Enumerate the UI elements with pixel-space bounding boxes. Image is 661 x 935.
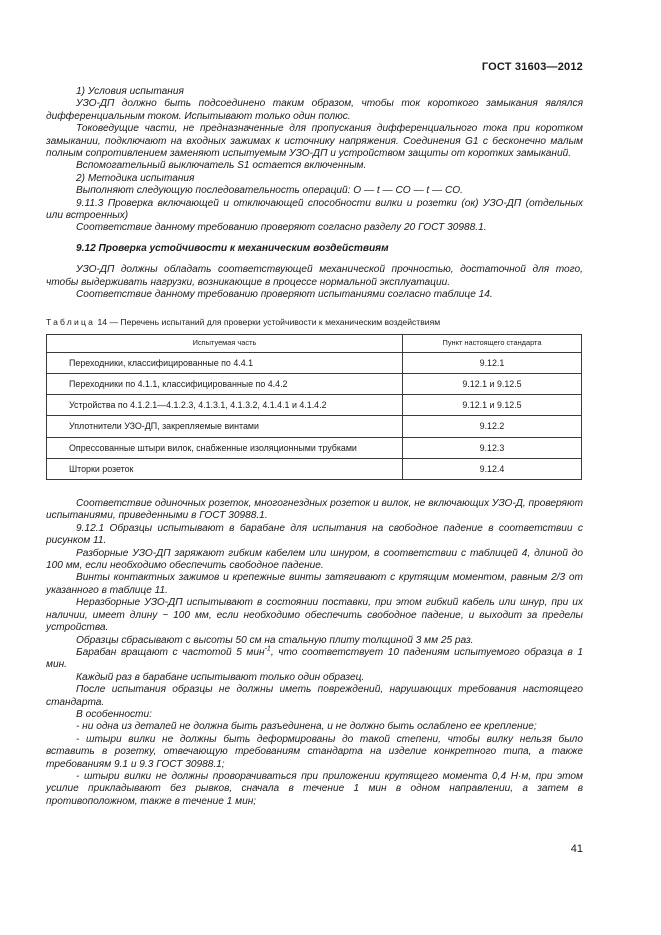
paragraph-test-conditions: 1) Условия испытания	[76, 86, 184, 97]
table-row	[47, 352, 582, 373]
cell-part: Устройства по 4.1.2.1—4.1.2.3, 4.1.3.1, 4.1.3.2, 4.1.4.1 и 4.1.4.2	[47, 395, 403, 416]
paragraph: Вспомогательный выключатель S1 остается включенным.	[76, 160, 367, 172]
paragraph: Неразборные УЗО-ДП испытывают в состоянии поставки, при этом гибкий кабель или шнур, при их наличии, имеет длину ~ 100 мм, если необходимо обеспечить свободное падение, и выходит за пределы устройства.	[46, 597, 583, 634]
cell-clause: 9.12.3	[403, 437, 582, 458]
cell-part: Уплотнители УЗО-ДП, закрепляемые винтами	[47, 416, 403, 437]
tests-table	[46, 334, 582, 480]
paragraph: Соответствие одиночных розеток, многогнездных розеток и вилок, не включающих УЗО-Д, проверяют испытаниями, приведенными в ГОСТ 30988.1.	[46, 498, 583, 522]
cell-part: Опрессованные штыри вилок, снабженные изоляционными трубками	[47, 437, 403, 458]
header-clause: Пункт настоящего стандарта	[403, 334, 582, 352]
cell-clause: 9.12.2	[403, 416, 582, 437]
list-item: - штыри вилки не должны быть деформированы до такой степени, чтобы вилку нельзя было вставить в розетку, отвечающую требованиям стандарта на изделие конкретного типа, а также требованиям 9.1 и 9.3 ГОСТ 30988.1;	[46, 733, 583, 770]
list-item: - ни одна из деталей не должна быть разъединена, и не должно быть ослаблено ее крепление;	[76, 721, 537, 733]
paragraph: Токоведущие части, не предназначенные для пропускания дифференциального тока при коротком замыкании, подключают на входных зажимах к источнику напряжения. Соединения G1 с бесконечно малым полным сопротивлением заменяют испытуемым УЗО-ДП и устройством защиты от коротких замыканий.	[46, 123, 583, 160]
paragraph: УЗО-ДП должны обладать соответствующей механической прочностью, достаточной для того, чтобы выдерживать нагрузки, возникающие в процессе нормальной эксплуатации.	[46, 264, 583, 288]
rotation-text-after: , что соответствует 10 падениям испытуемого образца в 1 мин.	[46, 646, 584, 671]
paragraph-clause-9-11-3: 9.11.3 Проверка включающей и отключающей способности вилки и розетки (ок) УЗО-ДП (отдельных или встроенных)	[46, 197, 583, 222]
rotation-exponent: -1	[264, 645, 271, 653]
table-caption-label: Таблица	[46, 316, 96, 327]
paragraph-test-method: 2) Методика испытания	[76, 172, 195, 184]
paragraph: Выполняют следующую последовательность операций: О — t — CO — t — CO.	[76, 185, 463, 197]
paragraph: Разборные УЗО-ДП заряжают гибким кабелем или шнуром, в соответствии с таблицей 4, длиной до 100 мм, если необходимо обеспечить свободное падение.	[46, 547, 583, 572]
table-row	[47, 458, 582, 479]
rotation-text-before: Барабан вращают с частотой 5 мин	[76, 646, 265, 658]
paragraph: В особенности:	[76, 708, 152, 720]
cell-part: Шторки розеток	[47, 458, 403, 479]
paragraph: Соответствие данному требованию проверяют согласно разделу 20 ГОСТ 30988.1.	[76, 222, 487, 234]
list-item: - штыри вилки не должны проворачиваться при приложении крутящего момента 0,4 Н·м, при этом усилие прикладывают без рывков, сначала в течение 1 мин в одном направлении, а затем в противоположном, также в течение 1 мин;	[46, 770, 583, 807]
cell-clause: 9.12.1	[403, 352, 582, 373]
header-tested-part: Испытуемая часть	[47, 334, 403, 352]
cell-part: Переходники, классифицированные по 4.4.1	[47, 352, 403, 373]
table-header-row	[47, 334, 582, 352]
standard-code-header: ГОСТ 31603—2012	[481, 61, 583, 73]
paragraph: После испытания образцы не должны иметь повреждений, нарушающих требования настоящего стандарта.	[46, 684, 583, 708]
paragraph: Каждый раз в барабане испытывают только один образец.	[76, 671, 365, 683]
section-title-9-12: 9.12 Проверка устойчивости к механическим воздействиям	[76, 242, 389, 254]
table-row	[47, 395, 582, 416]
page-number: 41	[570, 843, 583, 855]
paragraph: УЗО-ДП должно быть подсоединено таким образом, чтобы ток короткого замыкания являлся дифференциальным током. Испытывают только один полюс.	[46, 98, 583, 122]
paragraph: Образцы сбрасывают с высоты 50 см на стальную плиту толщиной 3 мм 25 раз.	[76, 634, 474, 646]
table-caption	[46, 316, 583, 328]
paragraph: Соответствие данному требованию проверяют испытаниями согласно таблице 14.	[76, 289, 493, 301]
table-row	[47, 374, 582, 395]
cell-clause: 9.12.4	[403, 458, 582, 479]
cell-clause: 9.12.1 и 9.12.5	[403, 374, 582, 395]
table-caption-text: 14 — Перечень испытаний для проверки устойчивости к механическим воздействиям	[97, 316, 441, 327]
cell-part: Переходники по 4.1.1, классифицированные по 4.4.2	[47, 374, 403, 395]
table-row	[47, 416, 582, 437]
paragraph: Винты контактных зажимов и крепежные винты затягивают с крутящим моментом, равным 2/3 от указанного в таблице 11.	[46, 572, 583, 596]
paragraph-rotation	[46, 647, 583, 672]
body-text	[46, 86, 583, 808]
paragraph-clause-9-12-1: 9.12.1 Образцы испытывают в барабане для испытания на свободное падение в соответствии с рисунком 11.	[46, 522, 583, 547]
table-row	[47, 437, 582, 458]
cell-clause: 9.12.1 и 9.12.5	[403, 395, 582, 416]
